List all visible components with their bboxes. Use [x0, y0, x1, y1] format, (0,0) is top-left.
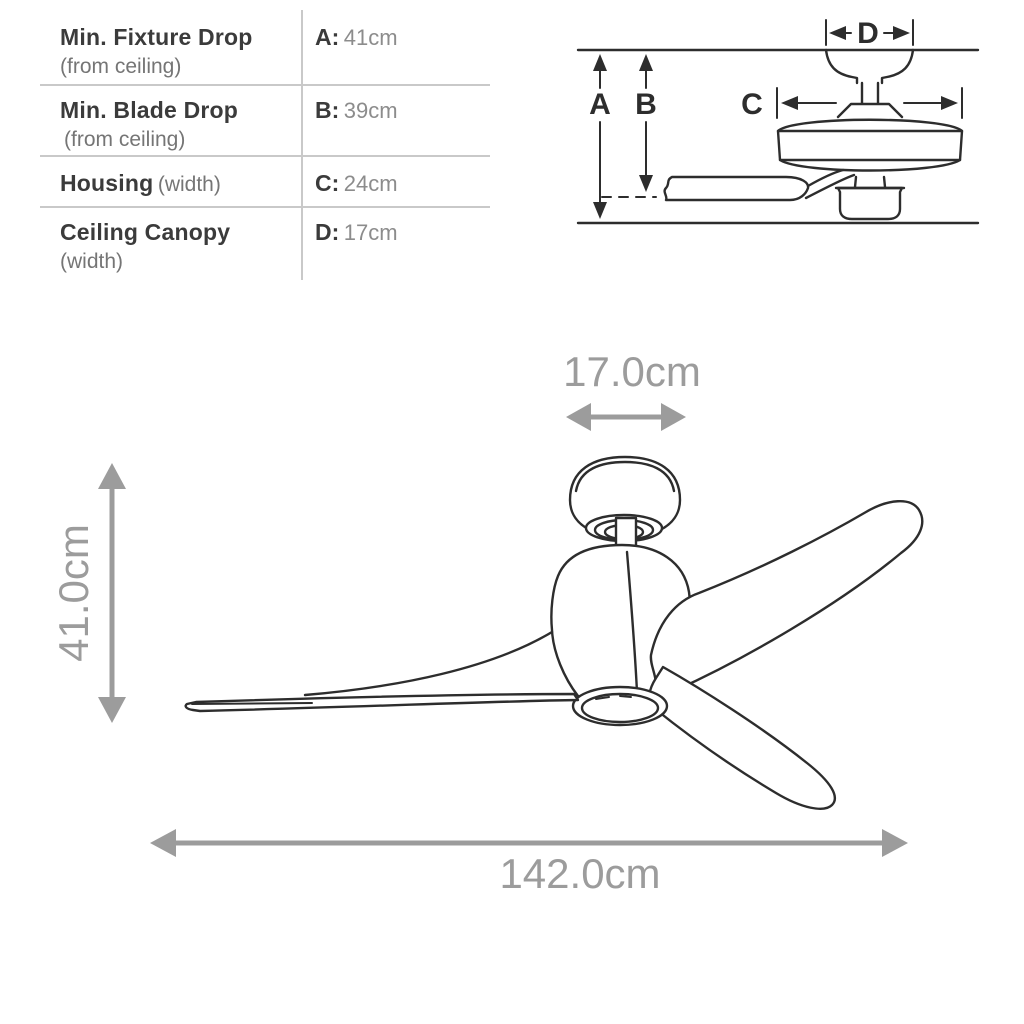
- fan-blade-lower-right: [649, 667, 835, 809]
- spec-value: 41cm: [343, 25, 398, 50]
- fan-illustration: [186, 457, 923, 809]
- spec-note: (width): [157, 173, 221, 196]
- spec-note: (from ceiling): [60, 55, 182, 78]
- spec-value: 17cm: [343, 220, 398, 245]
- spec-key: D:: [315, 219, 340, 245]
- spec-key: A:: [315, 24, 340, 50]
- dimension-arrow-b: [635, 54, 657, 192]
- canopy-width-dimension: [563, 348, 701, 431]
- fixture-height-label: 41.0cm: [50, 524, 97, 662]
- spec-key: B:: [315, 97, 340, 123]
- fan-blade-left: [186, 632, 578, 711]
- spec-key: C:: [315, 170, 340, 196]
- schematic-label-c: C: [741, 88, 763, 121]
- schematic-motor-housing: [778, 120, 962, 171]
- fan-blade-upper-right: [651, 501, 922, 693]
- blade-sweep-label: 142.0cm: [499, 850, 661, 897]
- spec-label: Min. Blade Drop: [60, 97, 239, 123]
- dimension-arrow-a: [589, 54, 611, 219]
- canopy-width-label: 17.0cm: [563, 348, 701, 395]
- spec-label: Ceiling Canopy: [60, 219, 231, 245]
- spec-value: 39cm: [343, 98, 398, 123]
- spec-label: Housing: [60, 170, 154, 196]
- spec-value: 24cm: [343, 171, 398, 196]
- schematic-downrod: [862, 83, 878, 103]
- spec-note: (from ceiling): [64, 128, 186, 151]
- schematic-light-kit: [836, 177, 904, 219]
- schematic-blade: [665, 170, 854, 200]
- dimension-arrow-d: [826, 17, 913, 50]
- schematic-label-a: A: [589, 88, 611, 121]
- schematic-canopy: [826, 50, 913, 83]
- spec-label: Min. Fixture Drop: [60, 24, 253, 50]
- schematic-label-d: D: [857, 17, 879, 50]
- fan-light-cap: [573, 687, 667, 725]
- schematic-label-b: B: [635, 88, 657, 121]
- fixture-height-dimension: [50, 463, 126, 723]
- blade-sweep-dimension: [150, 829, 908, 897]
- installation-schematic: [578, 17, 978, 223]
- spec-note: (width): [60, 250, 124, 273]
- schematic-collar: [838, 104, 902, 117]
